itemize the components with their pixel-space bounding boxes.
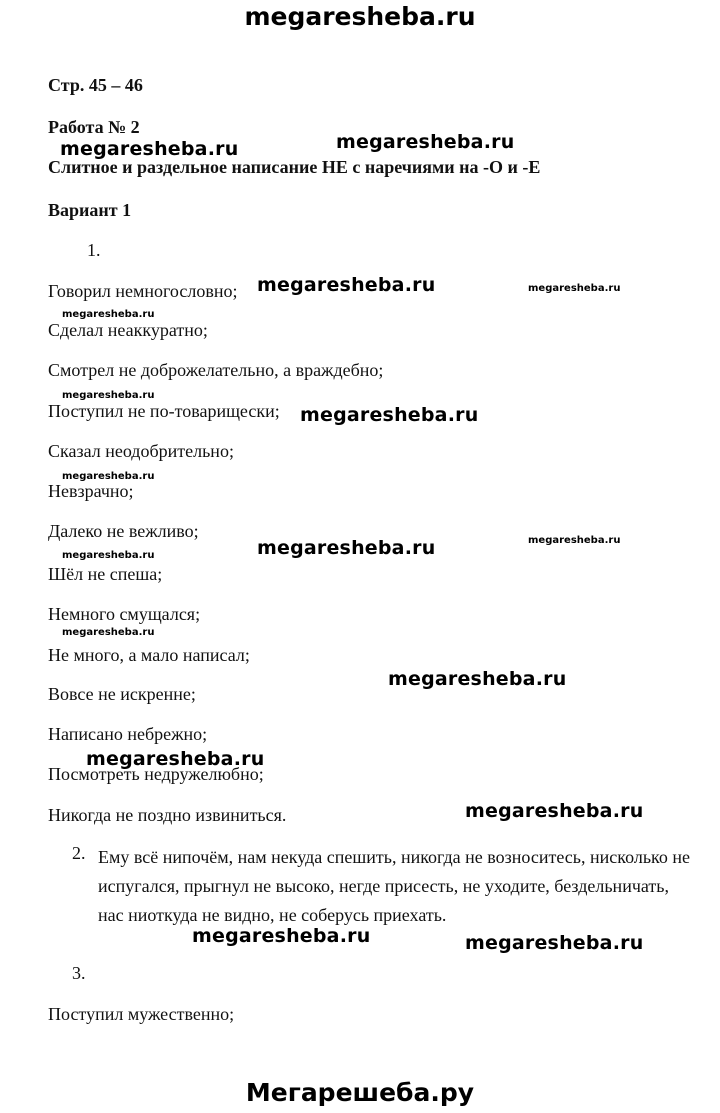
site-footer-watermark: Мегарешеба.ру [245,1078,475,1107]
work-title: Работа № 2 [48,117,140,137]
site-header-watermark: megaresheba.ru [244,2,476,31]
watermark: megaresheba.ru [192,925,371,947]
task1-line: Никогда не поздно извиниться. [48,805,287,825]
variant-title: Вариант 1 [48,200,132,220]
watermark: megaresheba.ru [528,283,621,294]
watermark: megaresheba.ru [62,471,155,482]
task3-number: 3. [72,963,86,983]
watermark: megaresheba.ru [62,309,155,320]
watermark: megaresheba.ru [388,668,567,690]
task2-number: 2. [72,843,86,863]
watermark: megaresheba.ru [257,274,436,296]
watermark: megaresheba.ru [86,748,265,770]
task1-line: Вовсе не искренне; [48,684,196,704]
task1-line: Посмотреть недружелюбно; [48,764,264,784]
task1-line: Шёл не спеша; [48,564,163,584]
task1-line: Не много, а мало написал; [48,645,250,665]
task1-line: Поступил не по-товарищески; [48,401,280,421]
task1-line: Смотрел не доброжелательно, а враждебно; [48,360,384,380]
watermark: megaresheba.ru [60,138,239,160]
task1-line: Далеко не вежливо; [48,521,199,541]
task1-line: Сделал неаккуратно; [48,320,208,340]
task1-number: 1. [87,240,101,260]
watermark: megaresheba.ru [465,800,644,822]
page-range-heading: Стр. 45 – 46 [48,75,143,95]
task2-text: Ему всё нипочём, нам некуда спешить, никогда не возноситесь, нисколько не испугался, прыгнул не высоко, негде присесть, не уходите, бездельничать, нас ниоткуда не видно, не соберусь приехать. [98,847,690,925]
watermark: megaresheba.ru [62,390,155,401]
task1-line: Сказал неодобрительно; [48,441,234,461]
watermark: megaresheba.ru [528,535,621,546]
task1-line: Немного смущался; [48,604,201,624]
watermark: megaresheba.ru [300,404,479,426]
watermark: megaresheba.ru [62,627,155,638]
topic-title: Слитное и раздельное написание НЕ с наречиями на -О и -Е [48,157,541,177]
watermark: megaresheba.ru [465,932,644,954]
watermark: megaresheba.ru [62,550,155,561]
task1-line: Невзрачно; [48,481,134,501]
watermark: megaresheba.ru [336,131,515,153]
watermark: megaresheba.ru [257,537,436,559]
task1-line: Написано небрежно; [48,724,208,744]
task1-line: Говорил немногословно; [48,281,238,301]
task3-line: Поступил мужественно; [48,1004,235,1024]
